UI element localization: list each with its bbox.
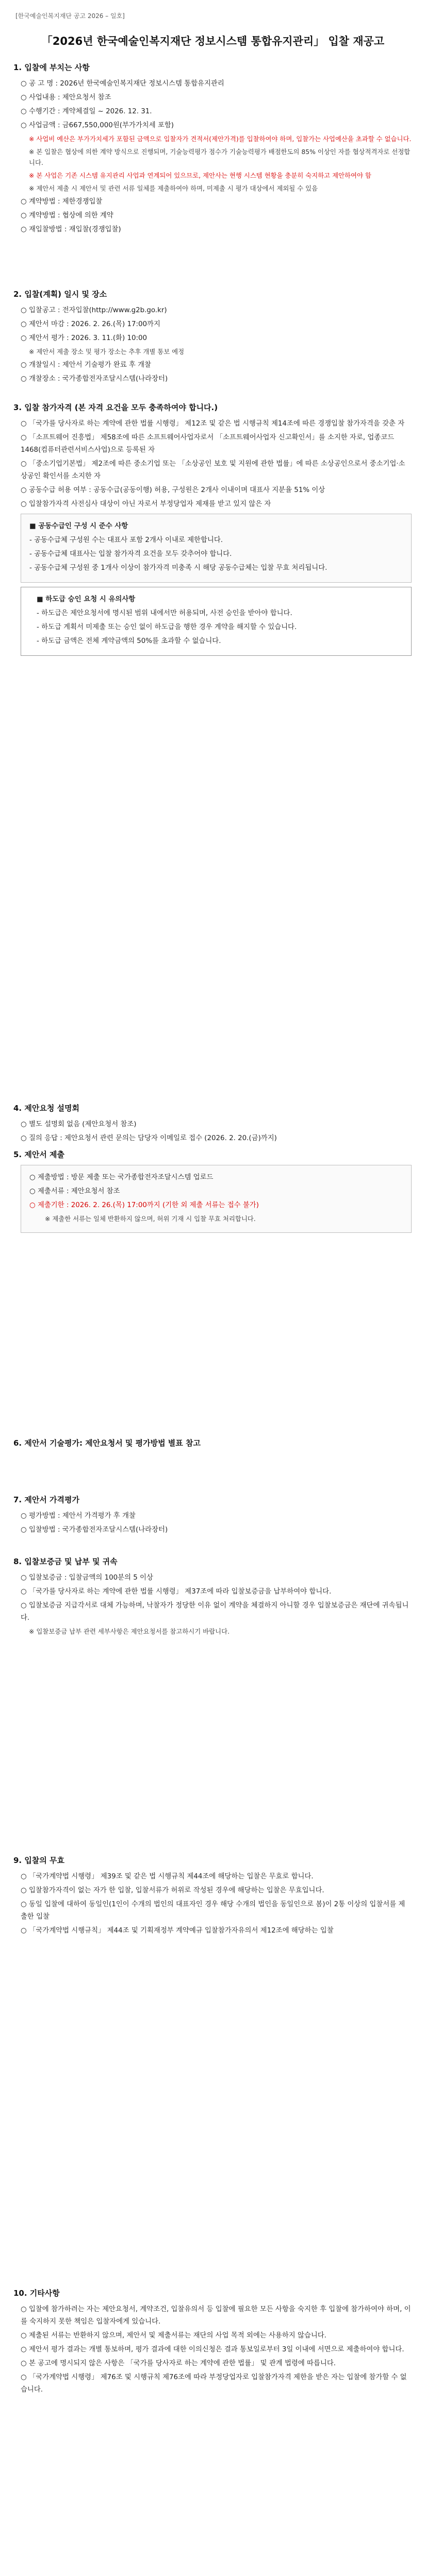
- section-9: [13, 1855, 412, 1939]
- header-label: [한국예술인복지재단 공고 2026 – 일호]: [15, 12, 125, 20]
- s8-note-details: ※ 입찰보증금 납부 관련 세부사항은 제안요청서를 참고하시기 바랍니다.: [29, 1628, 230, 1635]
- section-1-heading: 1. 입찰에 부치는 사항: [13, 63, 90, 72]
- s3-line-software: ○ 「소프트웨어 진흥법」 제58조에 따른 소프트웨어사업자로서 「소프트웨어사업자 신고확인서」를 소지한 자로, 업종코드 1468(컴퓨터관련서비스사업)으로 등록된 자: [21, 434, 395, 454]
- section-6: [13, 1437, 412, 1453]
- section-1: [13, 62, 412, 238]
- s3-line-law: ○ 「국가를 당사자로 하는 계약에 관한 법률 시행령」 제12조 및 같은 법 시행규칙 제14조에 따른 경쟁입찰 참가자격을 갖춘 자: [21, 420, 405, 428]
- s5-line-method: ○ 제출방법 : 방문 제출 또는 국가종합전자조달시스템 업로드: [29, 1174, 214, 1181]
- s7-line-method: ○ 평가방법 : 제안서 가격평가 후 개찰: [21, 1512, 136, 1520]
- s5-note-return: ※ 제출한 서류는 일체 반환하지 않으며, 허위 기재 시 입찰 무효 처리합니다.: [45, 1215, 256, 1223]
- s8-line-forfeit: ○ 입찰보증금 지급각서로 대체 가능하며, 낙찰자가 정당한 이유 없이 계약을 체결하지 아니할 경우 입찰보증금은 재단에 귀속됩니다.: [21, 1602, 409, 1622]
- subcontract-line: - 하도급 금액은 전체 계약금액의 50%를 초과할 수 없습니다.: [37, 637, 221, 645]
- s3-line-sme: ○ 「중소기업기본법」 제2조에 따른 중소기업 또는 「소상공인 보호 및 지원에 관한 법률」에 따른 소상공인으로서 중소기업·소상공인 확인서를 소지한 자: [21, 460, 405, 480]
- s1-note-eval: ※ 본 입찰은 협상에 의한 계약 방식으로 진행되며, 기술능력평가 점수가 기술능력평가 배점한도의 85% 이상인 자를 협상적격자로 선정합니다.: [29, 148, 411, 166]
- consortium-box-line: - 공동수급체 대표사는 입찰 참가자격 요건을 모두 갖추어야 합니다.: [29, 550, 232, 558]
- s7-line-system: ○ 입찰방법 : 국가종합전자조달시스템(나라장터): [21, 1526, 168, 1534]
- s2-line-open-time: ○ 개찰일시 : 제안서 기술평가 완료 후 개찰: [21, 361, 151, 369]
- consortium-box-heading: ■ 공동수급인 구성 시 준수 사항: [29, 522, 128, 530]
- s2-line-eval: ○ 제안서 평가 : 2026. 3. 11.(화) 10:00: [21, 334, 148, 342]
- s9-line-rules: ○ 「국가계약법 시행규칙」 제44조 및 기획재정부 계약예규 입찰참가자유의서 제12조에 해당하는 입찰: [21, 1927, 334, 1935]
- subcontract-line: - 하도급은 제안요청서에 명시된 범위 내에서만 허용되며, 사전 승인을 받아야 합니다.: [37, 609, 292, 617]
- s8-line-amount: ○ 입찰보증금 : 입찰금액의 100분의 5 이상: [21, 1574, 153, 1582]
- s10-line-docs: ○ 제출된 서류는 반환하지 않으며, 제안서 및 제출서류는 재단의 사업 목적 외에는 사용하지 않습니다.: [21, 2332, 326, 2340]
- section-2: [13, 289, 412, 387]
- section-3: [13, 402, 412, 661]
- s8-line-law: ○ 「국가를 당사자로 하는 계약에 관한 법률 시행령」 제37조에 따라 입찰보증금을 납부하여야 합니다.: [21, 1588, 332, 1596]
- section-8-heading: 8. 입찰보증금 및 납부 및 귀속: [13, 1557, 118, 1566]
- s5-line-deadline: ○ 제출기한 : 2026. 2. 26.(목) 17:00까지 (기한 외 제출 서류는 접수 불가): [29, 1201, 259, 1209]
- s10-line-law: ○ 본 공고에 명시되지 않은 사항은 「국가를 당사자로 하는 계약에 관한 법률」 및 관계 법령에 따릅니다.: [21, 2360, 336, 2367]
- section-8: [13, 1556, 412, 1639]
- s1-line-budget: ○ 사업금액 : 금667,550,000원(부가가치세 포함): [21, 122, 174, 129]
- s1-line-title: ○ 공 고 명 : 2026년 한국예술인복지재단 정보시스템 통합유지관리: [21, 80, 224, 88]
- page-title: 「2026년 한국예술인복지재단 정보시스템 통합유지관리」 입찰 재공고: [41, 35, 385, 47]
- section-3-heading: 3. 입찰 참가자격 (본 자격 요건을 모두 충족하여야 합니다.): [13, 403, 218, 412]
- s10-line-objection: ○ 제안서 평가 결과는 개별 통보하며, 평가 결과에 대한 이의신청은 결과 통보일로부터 3일 이내에 서면으로 제출하여야 합니다.: [21, 2346, 404, 2353]
- s2-line-notice: ○ 입찰공고 : 전자입찰(http://www.g2b.go.kr): [21, 307, 167, 314]
- s1-line-contract: ○ 계약방법 : 협상에 의한 계약: [21, 212, 113, 219]
- section-5-heading: 5. 제안서 제출: [13, 1150, 65, 1159]
- s9-line-law: ○ 「국가계약법 시행령」 제39조 및 같은 법 시행규칙 제44조에 해당하는 입찰은 무효로 합니다.: [21, 1873, 314, 1880]
- s1-line-method: ○ 계약방법 : 제한경쟁입찰: [21, 198, 103, 206]
- s10-line-sanction: ○ 「국가계약법 시행령」 제76조 및 시행규칙 제76조에 따라 부정당업자로 입찰참가자격 제한을 받은 자는 입찰에 참가할 수 없습니다.: [21, 2374, 407, 2394]
- s1-note-docs: ※ 제안서 제출 시 제안서 및 관련 서류 일체를 제출하여야 하며, 미제출 시 평가 대상에서 제외될 수 있음: [29, 184, 318, 192]
- subcontract-line: - 하도급 계획서 미제출 또는 승인 없이 하도급을 행한 경우 계약을 해지할 수 있습니다.: [37, 623, 297, 631]
- s10-line-familiarize: ○ 입찰에 참가하려는 자는 제안요청서, 계약조건, 입찰유의서 등 입찰에 필요한 모든 사항을 숙지한 후 입찰에 참가하여야 하며, 이를 숙지하지 못한 책임은 입찰자에게 있습니다.: [21, 2306, 411, 2326]
- s9-line-duplicate: ○ 동일 입찰에 대하여 동일인(1인이 수개의 법인의 대표자인 경우 해당 수개의 법인을 동일인으로 봄)이 2통 이상의 입찰서를 제출한 입찰: [21, 1901, 405, 1921]
- section-10: [13, 2287, 412, 2398]
- s1-note-budget: ※ 사업비 예산은 부가가치세가 포함된 금액으로 입찰자가 견적서(제안가격)를 입찰하여야 하며, 입찰가는 사업예산을 초과할 수 없습니다.: [29, 135, 412, 143]
- s9-line-unqualified: ○ 입찰참가자격이 없는 자가 한 입찰, 입찰서류가 허위로 작성된 경우에 해당하는 입찰은 무효입니다.: [21, 1887, 324, 1894]
- consortium-box-line: - 공동수급체 구성원 수는 대표사 포함 2개사 이내로 제한합니다.: [29, 536, 223, 544]
- s2-line-deadline: ○ 제안서 마감 : 2026. 2. 26.(목) 17:00까지: [21, 320, 160, 328]
- s1-line-rebid: ○ 재입찰방법 : 재입찰(경쟁입찰): [21, 226, 121, 233]
- s1-line-content: ○ 사업내용 : 제안요청서 참조: [21, 94, 111, 101]
- section-7-heading: 7. 제안서 가격평가: [13, 1495, 80, 1504]
- section-4-heading: 4. 제안요청 설명회: [13, 1104, 80, 1113]
- s2-line-open-place: ○ 개찰장소 : 국가종합전자조달시스템(나라장터): [21, 375, 168, 383]
- section-7: [13, 1494, 412, 1538]
- section-5: [13, 1149, 412, 1237]
- section-10-heading: 10. 기타사항: [13, 2289, 60, 2298]
- s4-line-qa: ○ 질의 응답 : 제안요청서 관련 문의는 담당자 이메일로 접수 (2026. 2. 20.(금)까지): [21, 1134, 277, 1142]
- s5-line-docs: ○ 제출서류 : 제안요청서 참조: [29, 1188, 120, 1195]
- subcontract-callout: [21, 587, 412, 656]
- section-2-heading: 2. 입찰(계획) 일시 및 장소: [13, 290, 107, 299]
- s1-note-maintenance: ※ 본 사업은 기존 시스템 유지관리 사업과 연계되어 있으므로, 제안사는 현행 시스템 현황을 충분히 숙지하고 제안하여야 함: [29, 172, 371, 179]
- s3-line-sanction: ○ 입찰참가자격 사전심사 대상이 아닌 자로서 부정당업자 제재를 받고 있지 않은 자: [21, 500, 271, 508]
- submission-box: [21, 1165, 412, 1233]
- consortium-rules-box: [21, 514, 412, 583]
- section-4: [13, 1103, 412, 1146]
- s2-note-place: ※ 제안서 제출 장소 및 평가 장소는 추후 개별 통보 예정: [29, 348, 185, 355]
- section-6-heading: 6. 제안서 기술평가: 제안요청서 및 평가방법 별표 참고: [13, 1438, 201, 1448]
- consortium-box-line: - 공동수급체 구성원 중 1개사 이상이 참가자격 미충족 시 해당 공동수급체는 입찰 무효 처리됩니다.: [29, 564, 327, 572]
- s4-line-session: ○ 별도 설명회 없음 (제안요청서 참조): [21, 1121, 137, 1128]
- subcontract-heading: ■ 하도급 승인 요청 시 유의사항: [37, 596, 136, 603]
- s1-line-period: ○ 수행기간 : 계약체결일 ~ 2026. 12. 31.: [21, 108, 152, 115]
- s3-line-consortium: ○ 공동수급 허용 여부 : 공동수급(공동이행) 허용, 구성원은 2개사 이내이며 대표사 지분율 51% 이상: [21, 486, 325, 494]
- section-9-heading: 9. 입찰의 무효: [13, 1856, 65, 1865]
